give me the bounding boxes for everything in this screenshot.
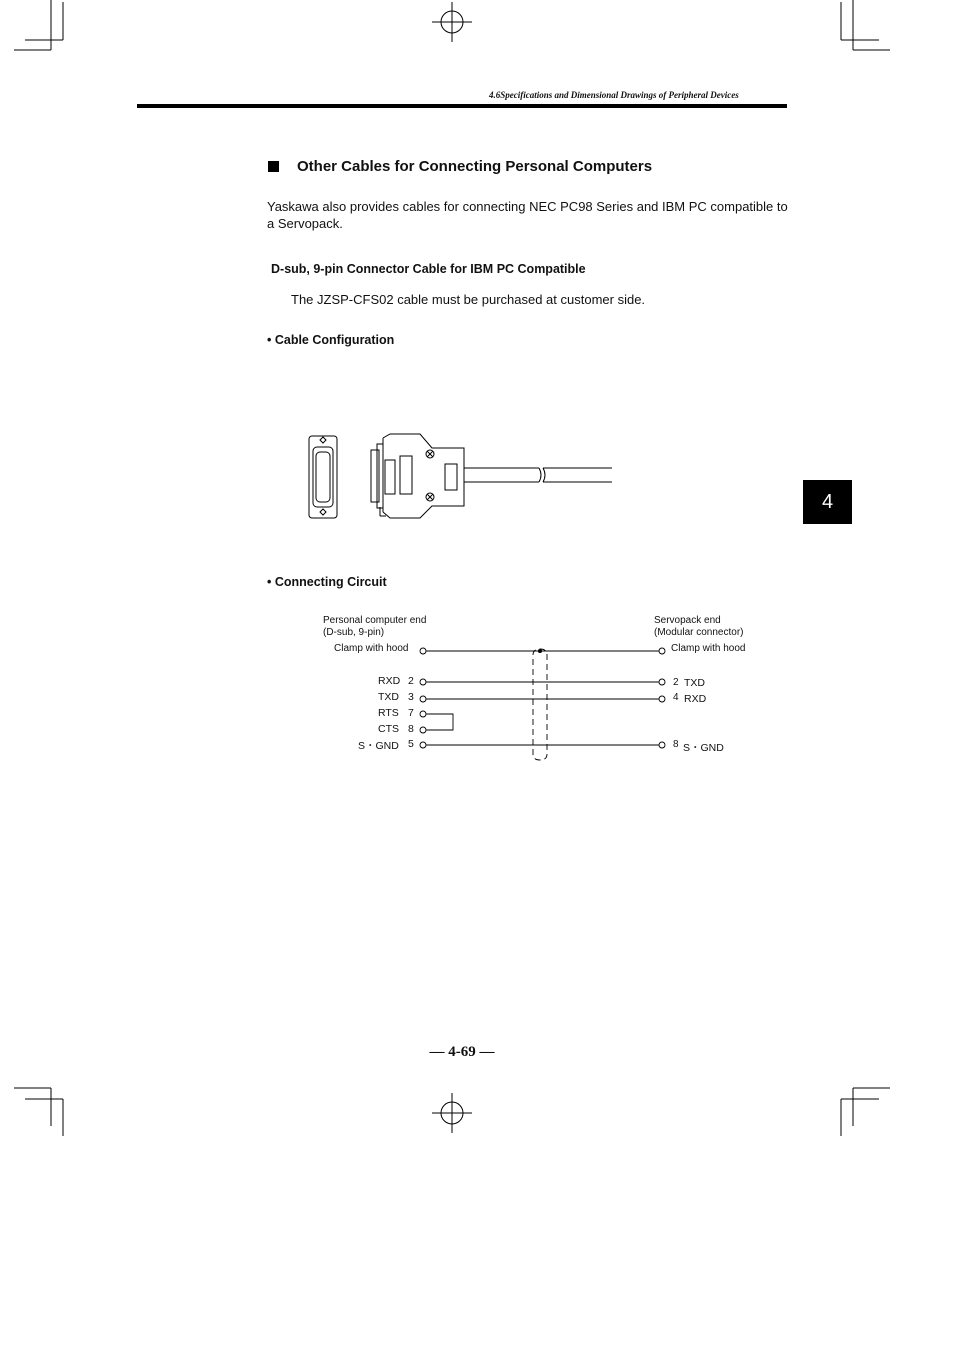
right-pin-number: 4 (673, 692, 679, 703)
left-clamp-label: Clamp with hood (334, 643, 409, 654)
right-end-subtitle: (Modular connector) (654, 627, 744, 638)
cable-drawing (309, 434, 612, 518)
dsub-front-view (309, 436, 337, 518)
left-pin-number: 3 (408, 691, 414, 703)
purchase-note: The JZSP-CFS02 cable must be purchased at customer side. (291, 292, 646, 307)
right-pin-number: 2 (673, 677, 679, 688)
right-pin-signal: S・GND (683, 742, 724, 754)
cable-configuration-heading: • Cable Configuration (267, 333, 395, 347)
right-end-title: Servopack end (654, 615, 721, 626)
left-pin-signal: TXD (378, 691, 399, 703)
cable-body (464, 468, 612, 482)
subsection-title: D-sub, 9-pin Connector Cable for IBM PC Compatible (271, 262, 586, 276)
circuit-wiring (420, 648, 665, 760)
right-pin-signal: RXD (684, 693, 707, 705)
registration-mark-top (432, 2, 472, 42)
right-clamp-label: Clamp with hood (671, 643, 746, 654)
left-pin-signal: RXD (378, 675, 401, 687)
left-pin-number: 5 (408, 738, 414, 750)
dsub-side-view (371, 434, 464, 518)
registration-mark-bottom (432, 1093, 472, 1133)
running-header: 4.6Specifications and Dimensional Drawings of Peripheral Devices (489, 90, 739, 100)
left-end-title: Personal computer end (323, 615, 427, 626)
left-pin-number: 2 (408, 675, 414, 687)
section-title: Other Cables for Connecting Personal Computers (297, 158, 653, 175)
chapter-tab: 4 (803, 480, 852, 524)
page-number: — 4-69 — (429, 1044, 495, 1060)
left-pin-signal: RTS (378, 707, 399, 719)
left-pin-number: 8 (408, 723, 414, 735)
right-pin-number: 8 (673, 739, 679, 750)
header-rule (137, 104, 787, 108)
left-pin-signal: S・GND (358, 740, 399, 752)
section-square-icon (268, 161, 279, 172)
right-pin-signal: TXD (684, 677, 705, 689)
section-intro: Yaskawa also provides cables for connecting NEC PC98 Series and IBM PC compatible to a Servopack. (267, 199, 788, 231)
left-pin-number: 7 (408, 707, 414, 719)
connecting-circuit-heading: • Connecting Circuit (267, 575, 387, 589)
left-pin-signal: CTS (378, 723, 399, 735)
left-end-subtitle: (D-sub, 9-pin) (323, 627, 385, 638)
